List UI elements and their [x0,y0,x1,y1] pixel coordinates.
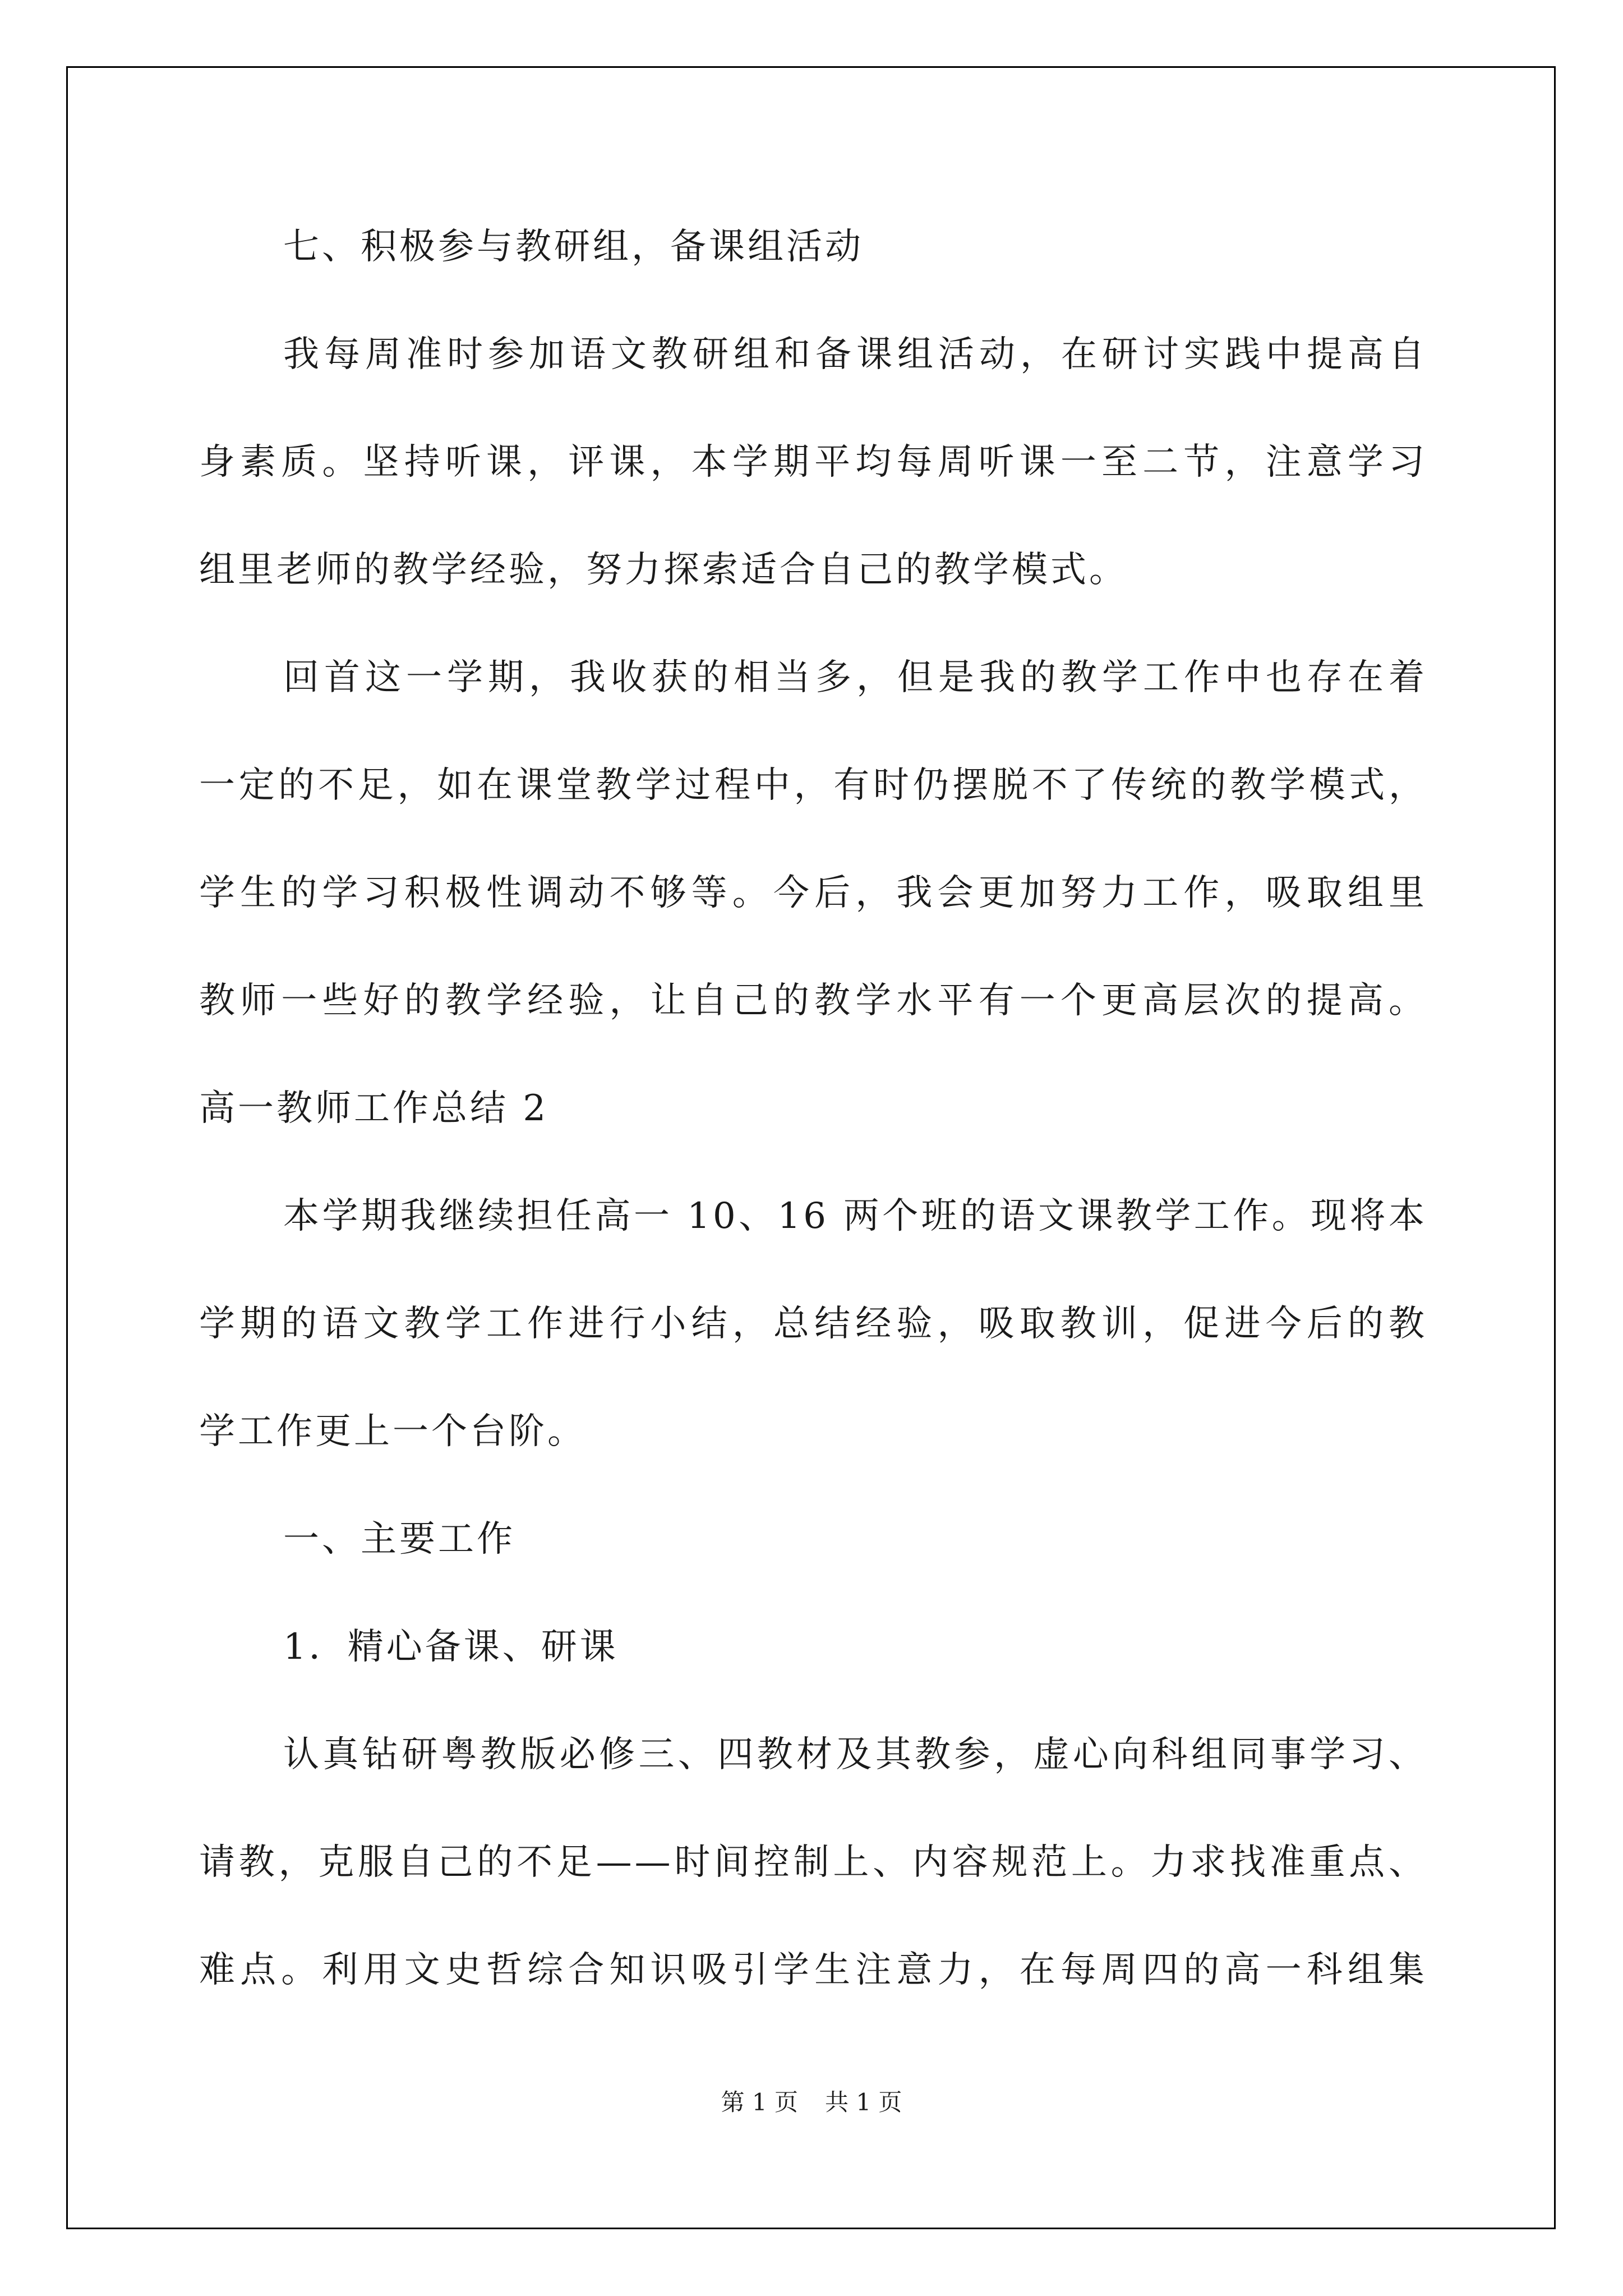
page-border [66,66,1556,2229]
paragraph-line: 组里老师的教学经验，努力探索适合自己的教学模式。 [199,549,1128,591]
paragraph-line: 认真钻研粤教版必修三、四教材及其教参，虚心向科组同事学习、 [283,1734,1427,1775]
paragraph-line: 请教，克服自己的不足——时间控制上、内容规范上。力求找准重点、 [199,1842,1427,1883]
paragraph-line: 我每周准时参加语文教研组和备课组活动，在研讨实践中提高自 [283,334,1427,375]
subsection-heading: 1．精心备课、研课 [283,1626,619,1668]
document-subtitle: 高一教师工作总结 2 [199,1088,549,1129]
page-number: 第 1 页 [721,2088,798,2116]
paragraph-line: 本学期我继续担任高一 10、16 两个班的语文课教学工作。现将本 [283,1195,1427,1237]
paragraph-line: 学工作更上一个台阶。 [199,1411,586,1452]
paragraph-line: 教师一些好的教学经验，让自己的教学水平有一个更高层次的提高。 [199,980,1427,1022]
paragraph-line: 回首这一学期，我收获的相当多，但是我的教学工作中也存在着 [283,657,1427,698]
page-total: 共 1 页 [825,2088,902,2116]
paragraph-line: 难点。利用文史哲综合知识吸引学生注意力，在每周四的高一科组集 [199,1949,1427,1991]
paragraph-line: 一定的不足，如在课堂教学过程中，有时仍摆脱不了传统的教学模式， [199,765,1427,806]
paragraph-line: 学生的学习积极性调动不够等。今后，我会更加努力工作，吸取组里 [199,872,1427,914]
section-heading-7: 七、积极参与教研组，备课组活动 [283,226,864,268]
page-footer [0,2086,1623,2119]
section-heading-1: 一、主要工作 [283,1519,515,1560]
paragraph-line: 学期的语文教学工作进行小结，总结经验，吸取教训，促进今后的教 [199,1303,1427,1345]
paragraph-line: 身素质。坚持听课，评课，本学期平均每周听课一至二节，注意学习 [199,441,1427,483]
